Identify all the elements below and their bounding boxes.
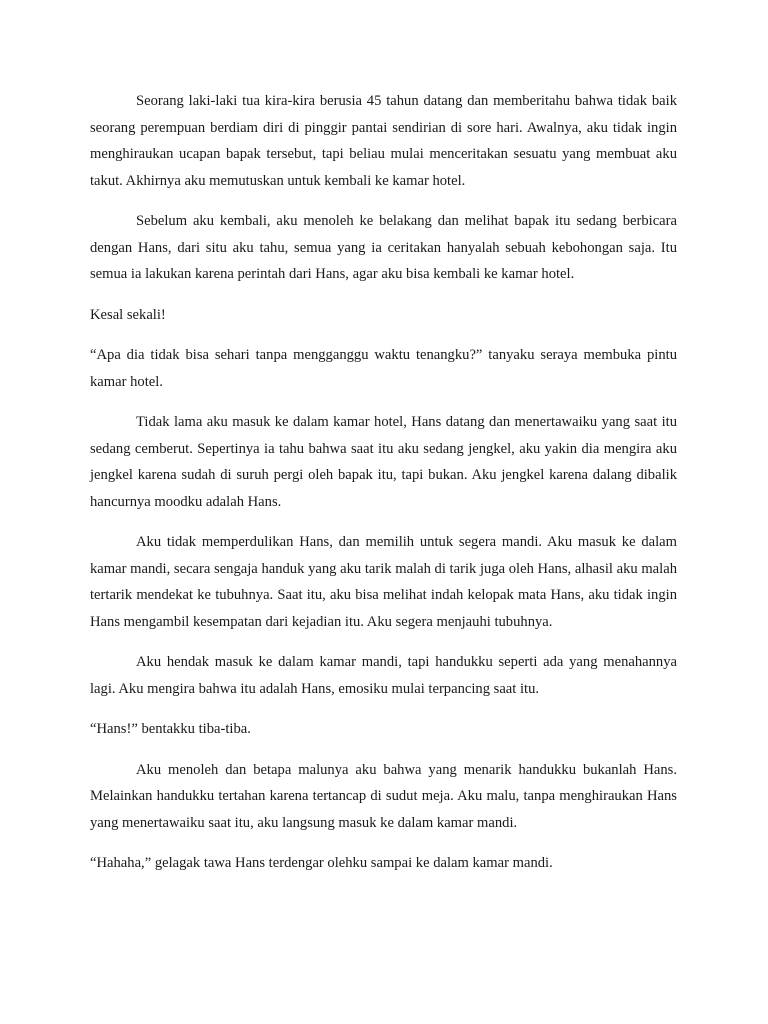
paragraph-3: Kesal sekali! xyxy=(90,306,166,323)
paragraph-4: “Apa dia tidak bisa sehari tanpa mengganggu waktu tenangku?” tanyaku seraya membuka pintu kamar hotel. xyxy=(90,347,677,390)
document-body xyxy=(90,88,677,891)
paragraph-10: “Hahaha,” gelagak tawa Hans terdengar olehku sampai ke dalam kamar mandi. xyxy=(90,855,553,871)
paragraph-8: “Hans!” bentakku tiba-tiba. xyxy=(90,721,251,737)
paragraph-5: Tidak lama aku masuk ke dalam kamar hotel, Hans datang dan menertawaiku yang saat itu sedang cemberut. Sepertinya ia tahu bahwa saat itu aku sedang jengkel, aku yakin dia mengira aku jengkel karena sudah di suruh pergi oleh bapak itu, tapi bukan. Aku jengkel karena dalang dibalik hancurnya moodku adalah Hans. xyxy=(90,414,677,510)
paragraph-9: Aku menoleh dan betapa malunya aku bahwa yang menarik handukku bukanlah Hans. Melainkan handukku tertahan karena tertancap di sudut meja. Aku malu, tanpa menghiraukan Hans yang menertawaiku saat itu, aku langsung masuk ke dalam kamar mandi. xyxy=(90,761,677,831)
paragraph-2: Sebelum aku kembali, aku menoleh ke belakang dan melihat bapak itu sedang berbicara dengan Hans, dari situ aku tahu, semua yang ia ceritakan hanyalah sebuah kebohongan saja. Itu semua ia lakukan karena perintah dari Hans, agar aku bisa kembali ke kamar hotel. xyxy=(90,213,677,282)
paragraph-1: Seorang laki-laki tua kira-kira berusia 45 tahun datang dan memberitahu bahwa tidak baik seorang perempuan berdiam diri di pinggir pantai sendirian di sore hari. Awalnya, aku tidak ingin menghiraukan ucapan bapak tersebut, tapi beliau mulai menceritakan sesuatu yang membuat aku takut. Akhirnya aku memutuskan untuk kembali ke kamar hotel. xyxy=(90,93,677,189)
paragraph-6: Aku tidak memperdulikan Hans, dan memilih untuk segera mandi. Aku masuk ke dalam kamar mandi, secara sengaja handuk yang aku tarik malah di tarik juga oleh Hans, alhasil aku malah tertarik mendekat ke tubuhnya. Saat itu, aku bisa melihat indah kelopak mata Hans, aku tidak ingin Hans mengambil kesempatan dari kejadian itu. Aku segera menjauhi tubuhnya. xyxy=(90,534,677,630)
paragraph-7: Aku hendak masuk ke dalam kamar mandi, tapi handukku seperti ada yang menahannya lagi. Aku mengira bahwa itu adalah Hans, emosiku mulai terpancing saat itu. xyxy=(90,654,677,697)
